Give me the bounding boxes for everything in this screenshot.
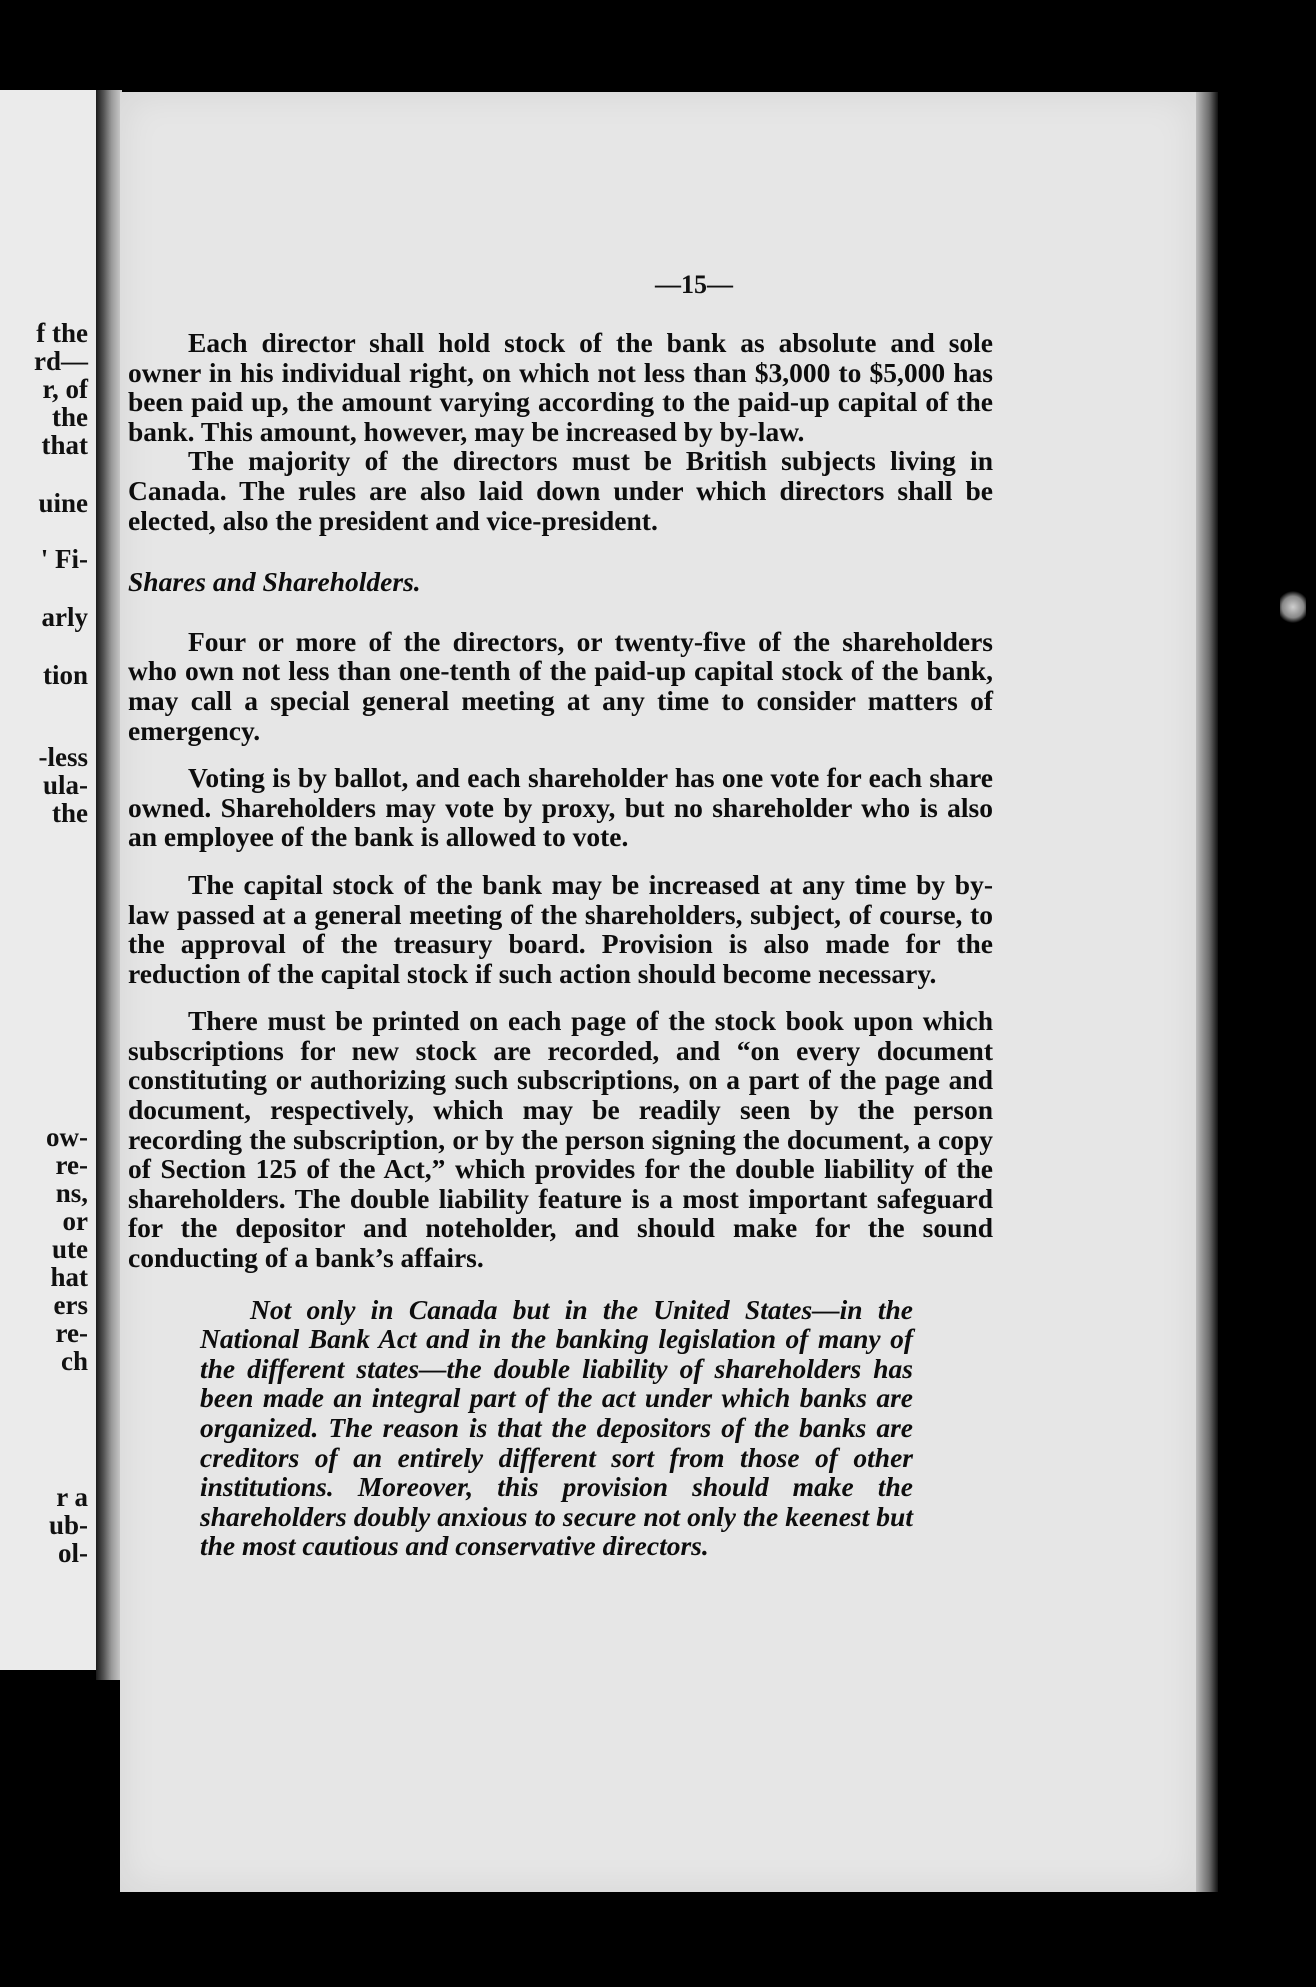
book-page [120, 92, 1196, 1892]
left-fragment: the [52, 402, 88, 432]
left-fragment: ers [53, 1290, 88, 1320]
paragraph: The majority of the directors must be British subjects living in Canada. The rules are also laid down under which directors shall be elected, also the president and vice-president. [128, 445, 993, 536]
left-facing-page [0, 90, 100, 1670]
left-fragment: hat [50, 1262, 88, 1292]
left-fragment: rd— [34, 346, 88, 376]
quote-text: Not only in Canada but in the United States—in the National Bank Act and in the banking legislation of many of the different states—the double liability of shareholders has been made an integral part of the act under which banks are organized. The reason is that the depositors of the banks are creditors of an entirely different sort from those of other institutions. Moreover, this provision should make the shareholders doubly anxious to secure not only the keenest but the most cautious and conservative directors. [200, 1293, 913, 1562]
paragraph: There must be printed on each page of the stock book upon which subscriptions for new stock are recorded, and “on every document constituting or authorizing such subscriptions, on a part of the page and document, respectively, which may be readily seen by the person recording the subscription, or by the person signing the document, a copy of Section 125 of the Act,” which provides for the double liability of the shareholders. The double liability feature is a most important safeguard for the depositor and noteholder, and should make for the sound conducting of a bank’s affairs. [128, 1005, 993, 1274]
page-body [128, 328, 993, 1561]
left-fragment: ow- [46, 1122, 88, 1152]
paragraph: Four or more of the directors, or twenty-five of the shareholders who own not less than one-tenth of the paid-up capital stock of the bank, may call a special general meeting at any time to consider matters of emergency. [128, 625, 993, 746]
left-fragment: ute [52, 1234, 88, 1264]
left-fragment: r a [56, 1482, 88, 1512]
left-fragment: that [41, 430, 88, 460]
left-fragment: the [52, 798, 88, 828]
left-fragment: f the [36, 318, 88, 348]
paragraph: The capital stock of the bank may be increased at any time by by-law passed at a general meeting of the shareholders, subject, of course, to the approval of the treasury board. Provision is also made for the reduction of the capital stock if such action should become necessary. [128, 868, 993, 989]
left-fragment: r, of [42, 374, 88, 404]
book-spine [96, 90, 122, 1680]
page-edge-shadow [1196, 92, 1218, 1892]
left-fragment: tion [42, 660, 88, 690]
left-fragment: re- [55, 1318, 88, 1348]
paragraph: Voting is by ballot, and each shareholder has one vote for each share owned. Shareholders may vote by proxy, but no shareholder who is also an employee of the bank is allowed to vote. [128, 762, 993, 853]
block-quote [200, 1295, 913, 1561]
left-fragment: ns, [55, 1178, 88, 1208]
left-fragment: ub- [48, 1510, 88, 1540]
left-fragment: ch [61, 1346, 88, 1376]
left-fragment: -less [38, 742, 88, 772]
page-number: —15— [655, 270, 733, 299]
paragraph: Each director shall hold stock of the bank as absolute and sole owner in his individual right, on which not less than $3,000 to $5,000 has been paid up, the amount varying according to the paid-up capital of the bank. This amount, however, may be increased by by-law. [128, 327, 993, 447]
section-heading: Shares and Shareholders. [128, 566, 421, 598]
left-fragment: or [62, 1206, 88, 1236]
left-fragment: ula- [42, 770, 88, 800]
left-fragment: re- [55, 1150, 88, 1180]
left-fragment: ' Fi- [40, 544, 88, 574]
left-fragment: arly [41, 602, 88, 632]
left-fragment: ol- [58, 1538, 88, 1568]
scan-smudge [1280, 590, 1306, 624]
left-fragment: uine [38, 488, 88, 518]
